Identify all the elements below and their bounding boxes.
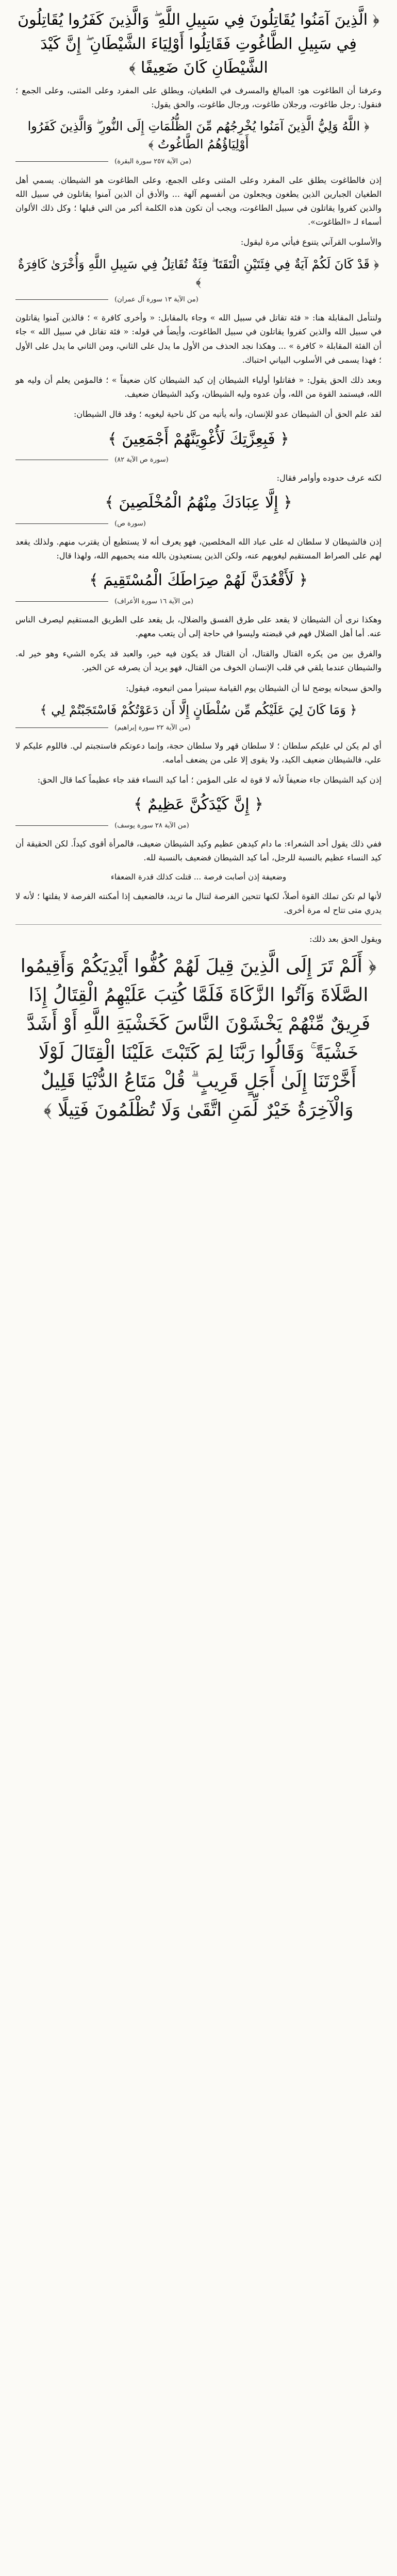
paragraph-2: إذن فالطاغوت يطلق على المفرد وعلى المثنى وعلى الجمع، وعلى الطاغوت هو الشيطان. يسمي أهل الطغيان الجبارين الذين يطغون ويجعلون من أنفسهم آلهة ... والأدق أن الذين آمنوا يقاتلون في سبيل الله والذين كفروا يقاتلون في سبيل الطاغوت، ويجب أن تكون هذه الكلمة أكبر من التي قبلها ؛ وكل ذلك الألوان أسماء لـ «الطاغوت».: [15, 175, 382, 227]
reference-rule: [15, 161, 108, 162]
paragraph-14: ففي ذلك يقول أحد الشعراء: ما دام كيدهن عظيم وكيد الشيطان ضعيف، فالمرأة أقوى كيداً. لكن الحقيقة أن كيد النساء عظيم بالنسبة للرجل، أما كيد الشيطان فضعيف بالنسبة لله.: [15, 838, 382, 863]
section-divider: [15, 924, 382, 925]
paragraph-6: لقد علم الحق أن الشيطان عدو للإنسان، وأنه يأتيه من كل ناحية ليغويه ؛ وقد قال الشيطان:: [74, 409, 382, 419]
quran-verse-1: ﴿ الَّذِينَ آمَنُوا يُقَاتِلُونَ فِي سَبِيلِ اللَّهِ ۖ وَالَّذِينَ كَفَرُوا يُقَاتِلُونَ فِي سَبِيلِ الطَّاغُوتِ فَقَاتِلُوا أَوْلِيَاءَ الشَّيْطَانِ ۖ إِنَّ كَيْدَ الشَّيْطَانِ كَانَ ضَعِيفًا ﴾: [18, 11, 379, 77]
verse-reference-1: [15, 156, 382, 167]
verse-reference-5-text: (من الآية ١٦ سورة الأعراف): [114, 597, 193, 605]
verse-reference-6: [15, 722, 382, 734]
paragraph-11: والحق سبحانه يوضح لنا أن الشيطان يوم القيامة سيتبرأ ممن اتبعوه، فيقول:: [126, 683, 382, 693]
verse-reference-7-text: (من الآية ٢٨ سورة يوسف): [114, 821, 189, 829]
verse-reference-3: [15, 454, 382, 466]
verse-reference-7: [15, 820, 382, 832]
quran-verse-2: ﴿ اللَّهُ وَلِيُّ الَّذِينَ آمَنُوا يُخْرِجُهُم مِّنَ الظُّلُمَاتِ إِلَى النُّورِ ۖ وَالَّذِينَ كَفَرُوا أَوْلِيَاؤُهُمُ الطَّاغُوتُ ﴾: [27, 118, 370, 151]
paragraph-4: ولنتأمل المقابلة هنا: « فئة تقاتل في سبيل الله » وجاء بالمقابل: « وأخرى كافرة » ؛ فالذين آمنوا يقاتلون في سبيل الله والذين كفروا يقاتلون في سبيل الطاغوت، وأيضاً في قوله: « فئة تقاتل في سبيل الله » جاء أن الفئة المقابلة « كافرة » ... وهكذا نجد الحذف من الأول ما يدل على الثاني، ومن الثاني ما يدل على الأول ؛ فهذا يسمى في الأسلوب البياني احتباك.: [15, 313, 382, 365]
paragraph-7: لكنه عرف حدوده وأوامر فقال:: [276, 473, 382, 483]
paragraph-1: وعرفنا أن الطاغوت هو: المبالغ والمسرف في الطغيان، ويطلق على المفرد وعلى المثنى، وعلى الجمع ؛ فنقول: رجل طاغوت، ورجلان طاغوت، ورجال طاغوت، والحق يقول:: [15, 85, 382, 109]
paragraph-16: لأنها لم تكن تملك القوة أصلاً، لكنها تتحين الفرصة لتنال ما تريد، فالضعيف إذا أمكنته الفرصة لا يفلتها ؛ لأنه لا يدري متى تتاح له مرة أخرى.: [15, 891, 382, 915]
paragraph-8: إذن فالشيطان لا سلطان له على عباد الله المخلصين، فهو يعرف أنه لا يستطيع أن يقترب منهم. ولذلك يقعد لهم على الصراط المستقيم ليغويهم عنه، ولكن الذين يستعيذون بالله منه يحميهم الله، ولهذا قال:: [15, 536, 382, 561]
verse-reference-4: [15, 518, 382, 530]
paragraph-12: أي لم يكن لي عليكم سلطان ؛ لا سلطان قهر ولا سلطان حجة، وإنما دعوتكم فاستجبتم لي. فاللوم عليكم لا علي، فالشيطان ضعيف الكيد، ولا يقوى إلا على من يضعف أمامه.: [15, 740, 382, 765]
poetry-line: وضعيفة إذن أصابت فرصة ... قتلت كذلك قدرة الضعفاء: [110, 872, 287, 882]
verse-reference-6-text: (من الآية ٢٢ سورة إبراهيم): [114, 723, 191, 732]
verse-reference-3-text: (سورة ص الآية ٨٢): [114, 456, 169, 464]
reference-rule: [15, 727, 108, 728]
verse-reference-5: [15, 596, 382, 607]
paragraph-3: والأسلوب القرآني يتنوع فيأتي مرة ليقول:: [240, 237, 382, 247]
quran-verse-6: ﴿ لَأَقْعُدَنَّ لَهُمْ صِرَاطَكَ الْمُسْتَقِيمَ ﴾: [89, 571, 308, 590]
paragraph-5: وبعد ذلك الحق يقول: « فقاتلوا أولياء الشيطان إن كيد الشيطان كان ضعيفاً » ؛ فالمؤمن يعلم أن وليه هو الله، فيستمد القوة من الله، وأن عدوه وليه الشيطان، وكيد الشيطان ضعيف.: [15, 375, 382, 399]
verse-reference-1-text: (من الآية ٢٥٧ سورة البقرة): [114, 158, 191, 166]
reference-rule: [15, 601, 108, 602]
quran-verse-4: ﴿ فَبِعِزَّتِكَ لَأُغْوِيَنَّهُمْ أَجْمَعِينَ ﴾: [108, 430, 289, 448]
reference-rule: [15, 825, 108, 826]
quran-verse-9: ﴿ أَلَمْ تَرَ إِلَى الَّذِينَ قِيلَ لَهُمْ كُفُّوا أَيْدِيَكُمْ وَأَقِيمُوا الصَّلَاةَ وَآتُوا الزَّكَاةَ فَلَمَّا كُتِبَ عَلَيْهِمُ الْقِتَالُ إِذَا فَرِيقٌ مِّنْهُمْ يَخْشَوْنَ النَّاسَ كَخَشْيَةِ اللَّهِ أَوْ أَشَدَّ خَشْيَةً ۚ وَقَالُوا رَبَّنَا لِمَ كَتَبْتَ عَلَيْنَا الْقِتَالَ لَوْلَا أَخَّرْتَنَا إِلَىٰ أَجَلٍ قَرِيبٍ ۗ قُلْ مَتَاعُ الدُّنْيَا قَلِيلٌ وَالْآخِرَةُ خَيْرٌ لِّمَنِ اتَّقَىٰ وَلَا تُظْلَمُونَ فَتِيلًا ﴾: [20, 956, 377, 1121]
reference-rule: [15, 523, 108, 524]
paragraph-9: وهكذا نرى أن الشيطان لا يقعد على طرق الفسق والضلال، بل يقعد على الطريق المستقيم ليصرف الناس عنه. أما أهل الضلال فهم في قبضته وليسوا في حاجة إلى أن يتعب معهم.: [15, 614, 382, 639]
paragraph-10: والفرق بين من يكره القتال والقتال، أن القتال قد يكون فيه خير، والعبد قد يكره الشيء وهو خير له. والشيطان عندما يلقي في قلب الإنسان الخوف من القتال، فهو يريد أن يصرفه عن الخير.: [15, 649, 382, 673]
verse-reference-4-text: (سورة ص): [114, 519, 146, 528]
quran-verse-8: ﴿ إِنَّ كَيْدَكُنَّ عَظِيمٌ ﴾: [134, 795, 263, 814]
quran-verse-5: ﴿ إِلَّا عِبَادَكَ مِنْهُمُ الْمُخْلَصِينَ ﴾: [105, 494, 292, 512]
paragraph-17: ويقول الحق بعد ذلك:: [309, 934, 382, 944]
quran-verse-7: ﴿ وَمَا كَانَ لِيَ عَلَيْكُم مِّن سُلْطَانٍ إِلَّا أَن دَعَوْتُكُمْ فَاسْتَجَبْتُمْ لِي ﴾: [40, 702, 357, 717]
reference-rule: [15, 299, 108, 300]
verse-reference-2: [15, 294, 382, 306]
paragraph-13: إذن كيد الشيطان جاء ضعيفاً لأنه لا قوة له على المؤمن ؛ أما كيد النساء فقد جاء عظيماً كما قال الحق:: [37, 775, 382, 785]
quran-verse-3: ﴿ قَدْ كَانَ لَكُمْ آيَةٌ فِي فِئَتَيْنِ الْتَقَتَا ۖ فِئَةٌ تُقَاتِلُ فِي سَبِيلِ اللَّهِ وَأُخْرَىٰ كَافِرَةٌ ﴾: [18, 257, 379, 290]
verse-reference-2-text: (من الآية ١٣ سورة آل عمران): [114, 296, 198, 304]
